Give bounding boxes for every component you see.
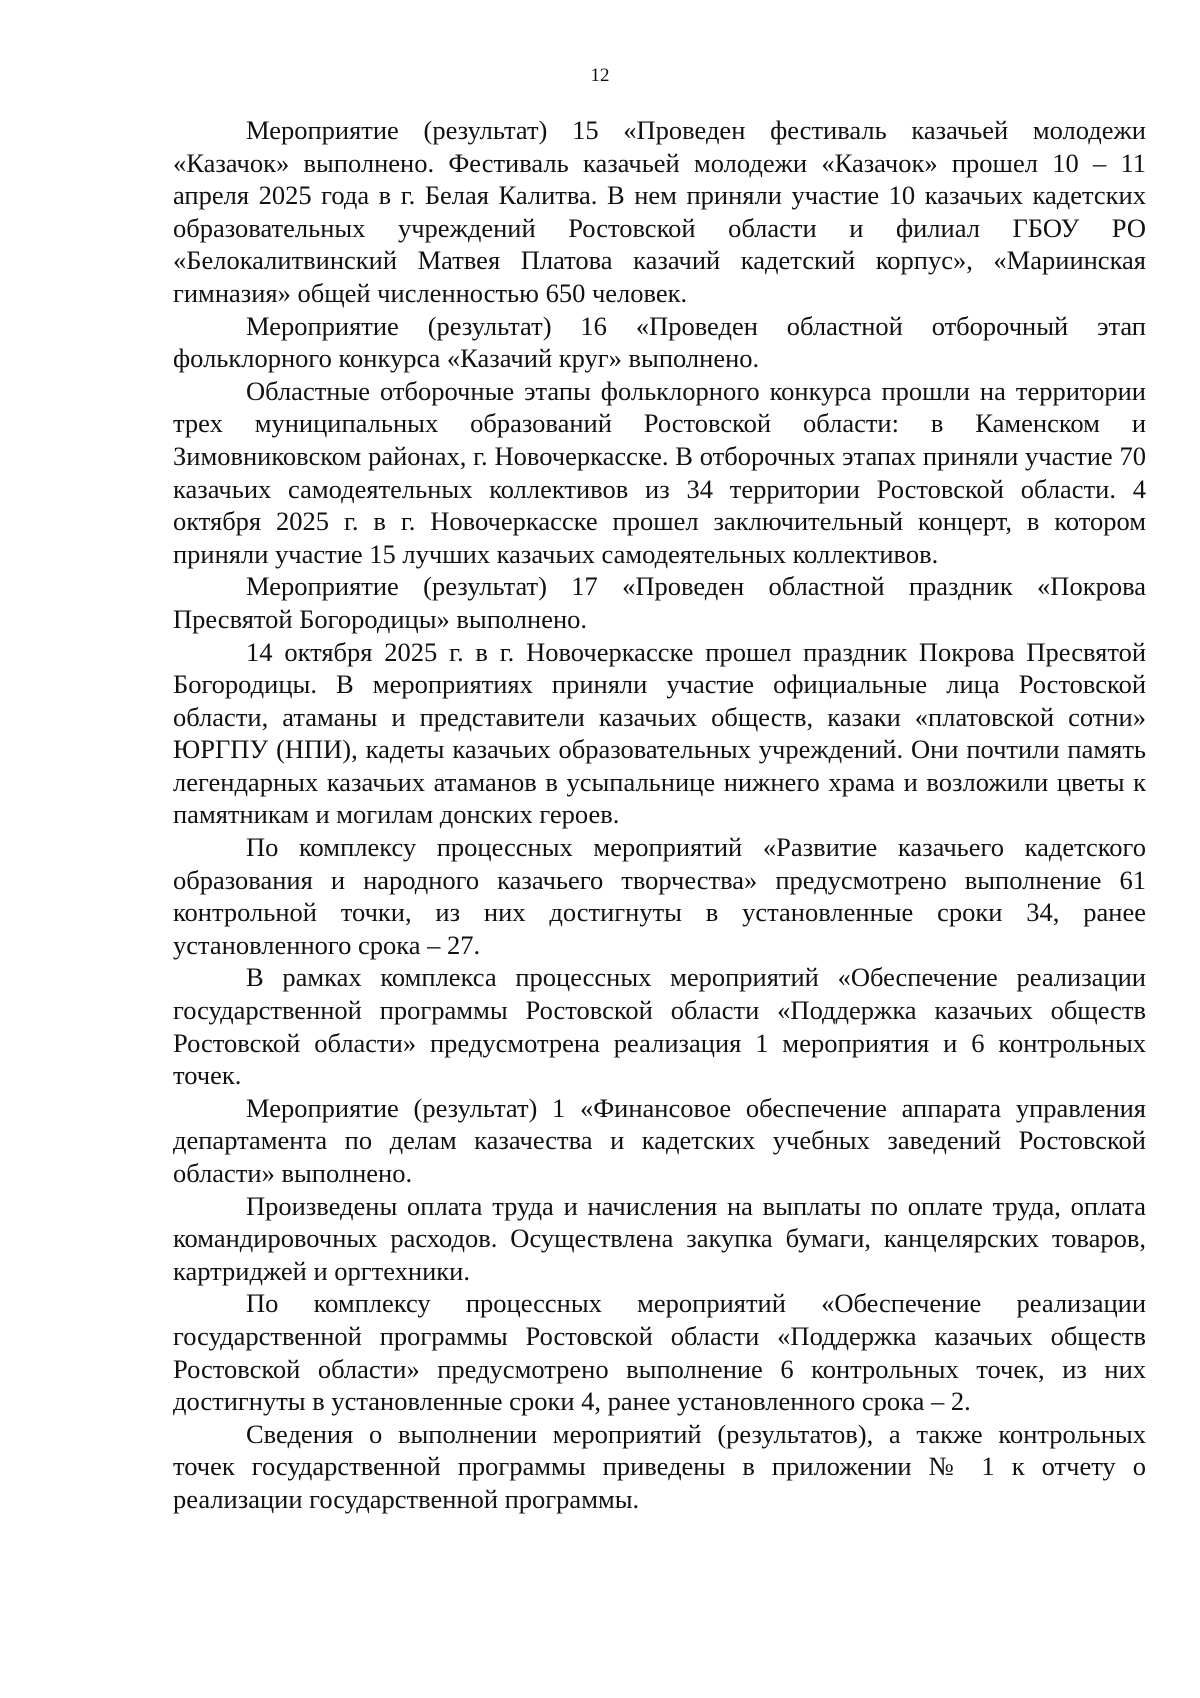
paragraph-program-support-control-points: По комплексу процессных мероприятий «Обеспечение реализации государственной программы Ростовской области «Поддержка казачьих обществ Ростовской области» предусмотрено выполнение 6 контрольных точек, из них достигнуты в установленные сроки 4, ранее установленного срока – 2. <box>173 1288 1146 1417</box>
paragraph-event-16: Мероприятие (результат) 16 «Проведен областной отборочный этап фольклорного конкурса «Казачий круг» выполнено. <box>173 310 1146 374</box>
paragraph-expenses: Произведены оплата труда и начисления на выплаты по оплате труда, оплата командировочных расходов. Осуществлена закупка бумаги, канцелярских товаров, картриджей и оргтехники. <box>173 1190 1146 1286</box>
paragraph-cadet-education-control-points: По комплексу процессных мероприятий «Развитие казачьего кадетского образования и народного казачьего творчества» предусмотрено выполнение 61 контрольной точки, из них достигнуты в установленные сроки 34, ранее установленного срока – 27. <box>173 832 1146 960</box>
paragraph-event-17: Мероприятие (результат) 17 «Проведен областной праздник «Покрова Пресвятой Богородицы» выполнено. <box>173 571 1146 634</box>
paragraph-regional-selection-stages: Областные отборочные этапы фольклорного конкурса прошли на территории трех муниципальных образований Ростовской области: в Каменском и Зимовниковском районах, г. Новочеркасске. В отборочных этапах приняли участие 70 казачьих самодеятельных коллективов из 34 территории Ростовской области. 4 октября 2025 г. в г. Новочеркасске прошел заключительный концерт, в котором приняли участие 15 лучших казачьих самодеятельных коллективов. <box>173 375 1146 569</box>
page-number: 12 <box>590 65 610 86</box>
paragraph-program-support-complex: В рамках комплекса процессных мероприятий «Обеспечение реализации государственной программы Ростовской области «Поддержка казачьих обществ Ростовской области» предусмотрена реализация 1 мероприятия и 6 контрольных точек. <box>173 962 1146 1091</box>
document-body <box>173 114 1146 1516</box>
paragraph-appendix-reference: Сведения о выполнении мероприятий (результатов), а также контрольных точек государственной программы приведены в приложении № 1 к отчету о реализации государственной программы. <box>173 1418 1146 1514</box>
paragraph-pokrov-holiday: 14 октября 2025 г. в г. Новочеркасске прошел праздник Покрова Пресвятой Богородицы. В мероприятиях приняли участие официальные лица Ростовской области, атаманы и представители казачьих обществ, казаки «платовской сотни» ЮРГПУ (НПИ), кадеты казачьих образовательных учреждений. Они почтили память легендарных казачьих атаманов в усыпальнице нижнего храма и возложили цветы к памятникам и могилам донских героев. <box>173 636 1146 830</box>
paragraph-event-1-financing: Мероприятие (результат) 1 «Финансовое обеспечение аппарата управления департамента по делам казачества и кадетских учебных заведений Ростовской области» выполнено. <box>173 1092 1146 1188</box>
paragraph-event-15: Мероприятие (результат) 15 «Проведен фестиваль казачьей молодежи «Казачок» выполнено. Фестиваль казачьей молодежи «Казачок» прошел 10 – 11 апреля 2025 года в г. Белая Калитва. В нем приняли участие 10 казачьих кадетских образовательных учреждений Ростовской области и филиал ГБОУ РО «Белокалитвинский Матвея Платова казачий кадетский корпус», «Мариинская гимназия» общей численностью 650 человек. <box>173 115 1146 308</box>
